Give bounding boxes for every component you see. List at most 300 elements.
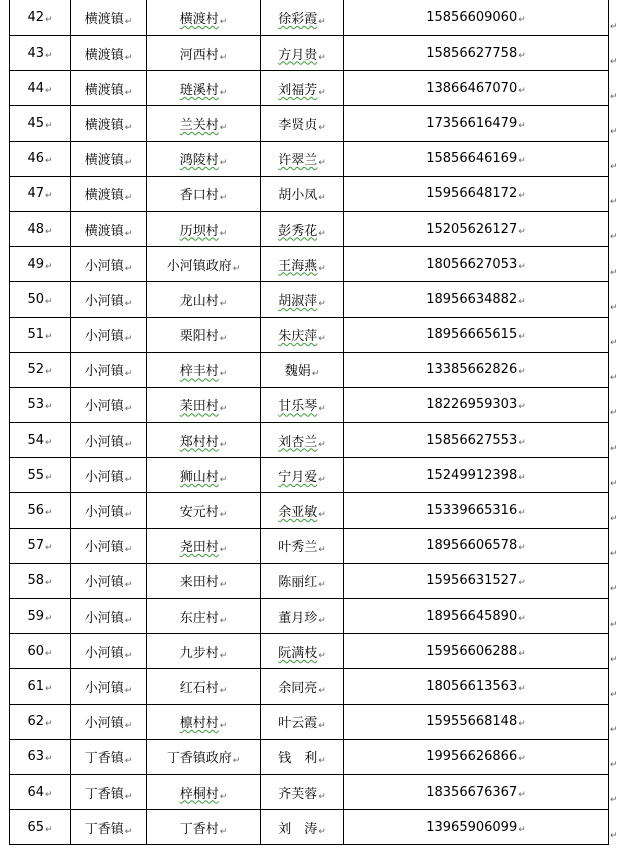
cell-village-text: 鸿陵村 [179, 153, 219, 169]
cell-contact-name [261, 634, 344, 669]
cell-town-text: 横渡镇 [84, 153, 124, 169]
cell-phone [344, 352, 609, 387]
cell-village-text: 横渡村 [179, 12, 219, 27]
row-end-mark-icon: ↵ [610, 232, 618, 242]
row-end-mark-icon: ↵ [610, 57, 618, 67]
cell-number-text: 65 [27, 819, 44, 835]
cell-village-text: 丁香村 [179, 821, 219, 837]
paragraph-mark-icon: ↵ [318, 826, 326, 837]
paragraph-mark-icon: ↵ [318, 158, 326, 169]
cell-phone [344, 71, 609, 106]
cell-number [10, 387, 71, 422]
cell-phone-text: 15856627553 [426, 432, 518, 448]
cell-phone-text: 18956606578 [426, 538, 518, 554]
paragraph-mark-icon: ↵ [232, 263, 241, 274]
cell-number-text: 45 [27, 115, 44, 131]
cell-number-text: 56 [27, 503, 44, 519]
paragraph-mark-icon: ↵ [219, 404, 228, 415]
cell-town-text: 小河镇 [84, 505, 124, 521]
paragraph-mark-icon: ↵ [45, 50, 53, 61]
paragraph-mark-icon: ↵ [124, 334, 133, 345]
cell-town [71, 493, 147, 528]
paragraph-mark-icon: ↵ [124, 439, 133, 450]
cell-contact-name-text: 朱庆萍 [278, 329, 318, 345]
paragraph-mark-icon: ↵ [232, 756, 241, 767]
cell-number [10, 423, 71, 458]
table-row [10, 0, 609, 36]
cell-phone [344, 704, 609, 739]
row-end-mark-icon: ↵ [610, 549, 618, 559]
paragraph-mark-icon: ↵ [318, 510, 326, 521]
cell-town [71, 71, 147, 106]
paragraph-mark-icon: ↵ [518, 824, 526, 835]
cell-village-text: 安元村 [179, 505, 219, 521]
table-row [10, 599, 609, 634]
cell-town [71, 704, 147, 739]
cell-number [10, 704, 71, 739]
cell-number [10, 493, 71, 528]
cell-village [147, 176, 261, 211]
cell-village-text: 栗阳村 [179, 329, 219, 345]
cell-number-text: 57 [27, 538, 44, 554]
cell-contact-name [261, 282, 344, 317]
paragraph-mark-icon: ↵ [311, 369, 320, 380]
cell-contact-name-text: 徐彩霞 [278, 12, 318, 27]
table-row [10, 387, 609, 422]
cell-phone [344, 669, 609, 704]
cell-number-text: 51 [27, 327, 44, 343]
cell-contact-name [261, 669, 344, 704]
paragraph-mark-icon: ↵ [219, 439, 228, 450]
paragraph-mark-icon: ↵ [518, 648, 526, 659]
cell-phone [344, 599, 609, 634]
cell-phone [344, 0, 609, 36]
cell-phone-text: 15955668148 [426, 714, 518, 730]
cell-town-text: 小河镇 [84, 364, 124, 380]
cell-contact-name-text: 叶秀兰 [278, 540, 318, 556]
paragraph-mark-icon: ↵ [219, 791, 228, 802]
row-end-mark-icon: ↵ [610, 408, 618, 418]
cell-phone-text: 15205626127 [426, 221, 518, 237]
cell-village [147, 458, 261, 493]
paragraph-mark-icon: ↵ [45, 367, 53, 378]
paragraph-mark-icon: ↵ [124, 122, 133, 133]
cell-village [147, 71, 261, 106]
cell-town [71, 423, 147, 458]
cell-town [71, 563, 147, 598]
table-row [10, 458, 609, 493]
paragraph-mark-icon: ↵ [518, 402, 526, 413]
cell-town [71, 141, 147, 176]
paragraph-mark-icon: ↵ [45, 789, 53, 800]
paragraph-mark-icon: ↵ [318, 439, 326, 450]
paragraph-mark-icon: ↵ [518, 437, 526, 448]
paragraph-mark-icon: ↵ [219, 615, 228, 626]
cell-contact-name-text: 李贤贞 [278, 117, 318, 133]
cell-town-text: 小河镇 [84, 645, 124, 661]
paragraph-mark-icon: ↵ [219, 721, 228, 732]
cell-village-text: 梓丰村 [179, 364, 219, 380]
cell-phone [344, 36, 609, 71]
cell-contact-name-text: 王海燕 [278, 258, 318, 274]
cell-number-text: 55 [27, 467, 44, 483]
cell-phone [344, 176, 609, 211]
paragraph-mark-icon: ↵ [518, 261, 526, 272]
cell-village [147, 704, 261, 739]
paragraph-mark-icon: ↵ [219, 17, 228, 27]
cell-contact-name-text: 叶云霞 [278, 716, 318, 732]
cell-number-text: 50 [27, 291, 44, 307]
cell-contact-name [261, 141, 344, 176]
paragraph-mark-icon: ↵ [45, 332, 53, 343]
cell-town-text: 小河镇 [84, 610, 124, 626]
paragraph-mark-icon: ↵ [518, 578, 526, 589]
cell-contact-name [261, 71, 344, 106]
paragraph-mark-icon: ↵ [518, 332, 526, 343]
cell-number [10, 774, 71, 809]
cell-contact-name-text: 余同亮 [278, 680, 318, 696]
paragraph-mark-icon: ↵ [124, 685, 133, 696]
cell-number [10, 71, 71, 106]
cell-contact-name [261, 352, 344, 387]
cell-contact-name-text: 宁月爱 [278, 469, 318, 485]
cell-village-text: 龙山村 [179, 293, 219, 309]
cell-phone-text: 18956665615 [426, 327, 518, 343]
row-end-mark-icon: ↵ [610, 760, 618, 770]
cell-contact-name [261, 211, 344, 246]
cell-contact-name [261, 176, 344, 211]
paragraph-mark-icon: ↵ [45, 472, 53, 483]
cell-village-text: 琏溪村 [179, 82, 219, 98]
paragraph-mark-icon: ↵ [518, 508, 526, 519]
paragraph-mark-icon: ↵ [518, 367, 526, 378]
table-row [10, 282, 609, 317]
cell-village-text: 香口村 [179, 188, 219, 204]
cell-number-text: 44 [27, 80, 44, 96]
cell-phone-text: 13385662826 [426, 362, 518, 378]
table-row [10, 774, 609, 809]
cell-village-text: 梓桐村 [179, 786, 219, 802]
paragraph-mark-icon: ↵ [124, 369, 133, 380]
cell-contact-name-text: 刘 涛 [278, 821, 318, 837]
cell-number [10, 176, 71, 211]
paragraph-mark-icon: ↵ [318, 650, 326, 661]
paragraph-mark-icon: ↵ [124, 721, 133, 732]
cell-village-text: 兰关村 [179, 117, 219, 133]
cell-village [147, 423, 261, 458]
cell-contact-name-text: 胡小凤 [278, 188, 318, 204]
paragraph-mark-icon: ↵ [45, 261, 53, 272]
paragraph-mark-icon: ↵ [318, 474, 326, 485]
cell-contact-name-text: 彭秀花 [278, 223, 318, 239]
cell-town-text: 小河镇 [84, 716, 124, 732]
cell-village [147, 387, 261, 422]
paragraph-mark-icon: ↵ [518, 120, 526, 131]
cell-phone [344, 493, 609, 528]
cell-phone-text: 15856646169 [426, 151, 518, 167]
cell-contact-name-text: 钱 利 [278, 751, 318, 767]
cell-town-text: 小河镇 [84, 434, 124, 450]
cell-phone-text: 13965906099 [426, 819, 518, 835]
paragraph-mark-icon: ↵ [45, 719, 53, 730]
row-end-mark-icon: ↵ [610, 514, 618, 524]
cell-contact-name [261, 247, 344, 282]
cell-phone [344, 774, 609, 809]
cell-number [10, 352, 71, 387]
table-row [10, 211, 609, 246]
row-end-mark-icon: ↵ [610, 655, 618, 665]
cell-town [71, 528, 147, 563]
cell-phone [344, 423, 609, 458]
paragraph-mark-icon: ↵ [45, 578, 53, 589]
cell-town-text: 丁香镇 [84, 751, 124, 767]
cell-town [71, 247, 147, 282]
paragraph-mark-icon: ↵ [45, 543, 53, 554]
paragraph-mark-icon: ↵ [45, 296, 53, 307]
cell-village [147, 563, 261, 598]
paragraph-mark-icon: ↵ [318, 756, 326, 767]
paragraph-mark-icon: ↵ [219, 510, 228, 521]
table-row [10, 176, 609, 211]
cell-town-text: 小河镇 [84, 680, 124, 696]
cell-village-text: 檩村村 [179, 716, 219, 732]
paragraph-mark-icon: ↵ [518, 683, 526, 694]
paragraph-mark-icon: ↵ [124, 17, 133, 27]
cell-phone-text: 17356616479 [426, 115, 518, 131]
paragraph-mark-icon: ↵ [518, 613, 526, 624]
cell-phone [344, 247, 609, 282]
cell-village-text: 丁香镇政府 [166, 751, 232, 767]
cell-number [10, 634, 71, 669]
cell-contact-name-text: 齐芙蓉 [278, 786, 318, 802]
cell-contact-name [261, 36, 344, 71]
paragraph-mark-icon: ↵ [45, 226, 53, 237]
cell-phone [344, 106, 609, 141]
cell-village-text: 小河镇政府 [166, 258, 232, 274]
row-end-mark-icon: ↵ [610, 725, 618, 735]
cell-phone-text: 15956631527 [426, 573, 518, 589]
row-end-mark-icon: ↵ [610, 303, 618, 313]
cell-town-text: 小河镇 [84, 540, 124, 556]
paragraph-mark-icon: ↵ [518, 543, 526, 554]
cell-village-text: 尧田村 [179, 540, 219, 556]
paragraph-mark-icon: ↵ [318, 334, 326, 345]
cell-number-text: 59 [27, 608, 44, 624]
cell-contact-name [261, 563, 344, 598]
row-end-mark-icon: ↵ [610, 620, 618, 630]
row-end-mark-icon: ↵ [610, 197, 618, 207]
cell-village [147, 106, 261, 141]
paragraph-mark-icon: ↵ [124, 510, 133, 521]
paragraph-mark-icon: ↵ [318, 193, 326, 204]
cell-number-text: 43 [27, 45, 44, 61]
cell-town-text: 横渡镇 [84, 12, 124, 27]
paragraph-mark-icon: ↵ [518, 754, 526, 765]
cell-number [10, 247, 71, 282]
cell-village-text: 东庄村 [179, 610, 219, 626]
cell-number-text: 63 [27, 749, 44, 765]
cell-number-text: 49 [27, 256, 44, 272]
cell-town [71, 669, 147, 704]
cell-town [71, 810, 147, 845]
paragraph-mark-icon: ↵ [45, 824, 53, 835]
cell-phone [344, 458, 609, 493]
cell-village [147, 810, 261, 845]
paragraph-mark-icon: ↵ [124, 545, 133, 556]
cell-phone-text: 15956606288 [426, 643, 518, 659]
cell-town-text: 小河镇 [84, 329, 124, 345]
paragraph-mark-icon: ↵ [219, 826, 228, 837]
paragraph-mark-icon: ↵ [219, 545, 228, 556]
cell-contact-name-text: 方月贵 [278, 47, 318, 63]
cell-contact-name-text: 魏娟 [284, 364, 311, 380]
cell-town-text: 横渡镇 [84, 223, 124, 239]
cell-phone-text: 18056613563 [426, 678, 518, 694]
cell-contact-name-text: 许翠兰 [278, 153, 318, 169]
cell-phone-text: 18956645890 [426, 608, 518, 624]
cell-village [147, 669, 261, 704]
cell-village-text: 郑村村 [179, 434, 219, 450]
table-row [10, 352, 609, 387]
paragraph-mark-icon: ↵ [45, 85, 53, 96]
paragraph-mark-icon: ↵ [45, 754, 53, 765]
table-body [10, 0, 609, 845]
paragraph-mark-icon: ↵ [124, 580, 133, 591]
paragraph-mark-icon: ↵ [45, 120, 53, 131]
cell-number-text: 54 [27, 432, 44, 448]
cell-number [10, 106, 71, 141]
table-row [10, 71, 609, 106]
table-row [10, 739, 609, 774]
paragraph-mark-icon: ↵ [219, 474, 228, 485]
cell-contact-name-text: 刘杏兰 [278, 434, 318, 450]
paragraph-mark-icon: ↵ [45, 15, 53, 25]
paragraph-mark-icon: ↵ [45, 191, 53, 202]
cell-phone [344, 282, 609, 317]
cell-village [147, 211, 261, 246]
paragraph-mark-icon: ↵ [318, 721, 326, 732]
cell-contact-name [261, 317, 344, 352]
paragraph-mark-icon: ↵ [124, 263, 133, 274]
cell-phone [344, 387, 609, 422]
cell-number [10, 0, 71, 36]
paragraph-mark-icon: ↵ [518, 296, 526, 307]
paragraph-mark-icon: ↵ [45, 156, 53, 167]
cell-number-text: 48 [27, 221, 44, 237]
paragraph-mark-icon: ↵ [318, 685, 326, 696]
cell-number [10, 739, 71, 774]
table-row [10, 669, 609, 704]
paragraph-mark-icon: ↵ [124, 826, 133, 837]
cell-town-text: 横渡镇 [84, 188, 124, 204]
table-row [10, 810, 609, 845]
cell-village [147, 774, 261, 809]
row-end-mark-icon: ↵ [610, 268, 618, 278]
cell-village [147, 141, 261, 176]
cell-number [10, 599, 71, 634]
cell-town [71, 317, 147, 352]
cell-town [71, 106, 147, 141]
paragraph-mark-icon: ↵ [318, 545, 326, 556]
paragraph-mark-icon: ↵ [318, 298, 326, 309]
cell-town-text: 小河镇 [84, 293, 124, 309]
paragraph-mark-icon: ↵ [518, 226, 526, 237]
cell-town [71, 36, 147, 71]
paragraph-mark-icon: ↵ [318, 17, 326, 27]
paragraph-mark-icon: ↵ [518, 789, 526, 800]
row-end-mark-icon: ↵ [610, 479, 618, 489]
table-row [10, 634, 609, 669]
paragraph-mark-icon: ↵ [219, 158, 228, 169]
paragraph-mark-icon: ↵ [45, 437, 53, 448]
cell-number [10, 211, 71, 246]
paragraph-mark-icon: ↵ [318, 52, 326, 63]
paragraph-mark-icon: ↵ [219, 193, 228, 204]
cell-phone [344, 739, 609, 774]
paragraph-mark-icon: ↵ [124, 791, 133, 802]
paragraph-mark-icon: ↵ [518, 472, 526, 483]
cell-phone-text: 18356676367 [426, 784, 518, 800]
paragraph-mark-icon: ↵ [124, 474, 133, 485]
cell-number-text: 64 [27, 784, 44, 800]
cell-contact-name-text: 甘乐琴 [278, 399, 318, 415]
cell-phone-text: 15956648172 [426, 186, 518, 202]
paragraph-mark-icon: ↵ [219, 122, 228, 133]
paragraph-mark-icon: ↵ [45, 402, 53, 413]
cell-town [71, 634, 147, 669]
paragraph-mark-icon: ↵ [219, 334, 228, 345]
row-end-mark-icon: ↵ [610, 795, 618, 805]
paragraph-mark-icon: ↵ [318, 228, 326, 239]
paragraph-mark-icon: ↵ [219, 369, 228, 380]
cell-village [147, 0, 261, 36]
cell-town [71, 211, 147, 246]
cell-town [71, 0, 147, 36]
cell-village-text: 来田村 [179, 575, 219, 591]
cell-village [147, 493, 261, 528]
cell-phone-text: 18056627053 [426, 256, 518, 272]
cell-contact-name-text: 胡淑萍 [278, 293, 318, 309]
cell-phone [344, 317, 609, 352]
cell-contact-name [261, 387, 344, 422]
table-row [10, 141, 609, 176]
paragraph-mark-icon: ↵ [124, 404, 133, 415]
paragraph-mark-icon: ↵ [45, 613, 53, 624]
table-row [10, 563, 609, 598]
paragraph-mark-icon: ↵ [318, 580, 326, 591]
cell-village-text: 历坝村 [179, 223, 219, 239]
cell-phone-text: 19956626866 [426, 749, 518, 765]
row-end-mark-icon: ↵ [610, 22, 618, 32]
table-row [10, 247, 609, 282]
cell-contact-name [261, 704, 344, 739]
paragraph-mark-icon: ↵ [219, 228, 228, 239]
paragraph-mark-icon: ↵ [124, 228, 133, 239]
paragraph-mark-icon: ↵ [124, 52, 133, 63]
cell-village [147, 634, 261, 669]
cell-village [147, 352, 261, 387]
paragraph-mark-icon: ↵ [219, 685, 228, 696]
paragraph-mark-icon: ↵ [124, 193, 133, 204]
paragraph-mark-icon: ↵ [124, 615, 133, 626]
cell-contact-name [261, 599, 344, 634]
cell-number [10, 141, 71, 176]
cell-town-text: 丁香镇 [84, 821, 124, 837]
cell-town-text: 横渡镇 [84, 82, 124, 98]
paragraph-mark-icon: ↵ [518, 719, 526, 730]
cell-contact-name-text: 陈丽红 [278, 575, 318, 591]
cell-contact-name [261, 423, 344, 458]
